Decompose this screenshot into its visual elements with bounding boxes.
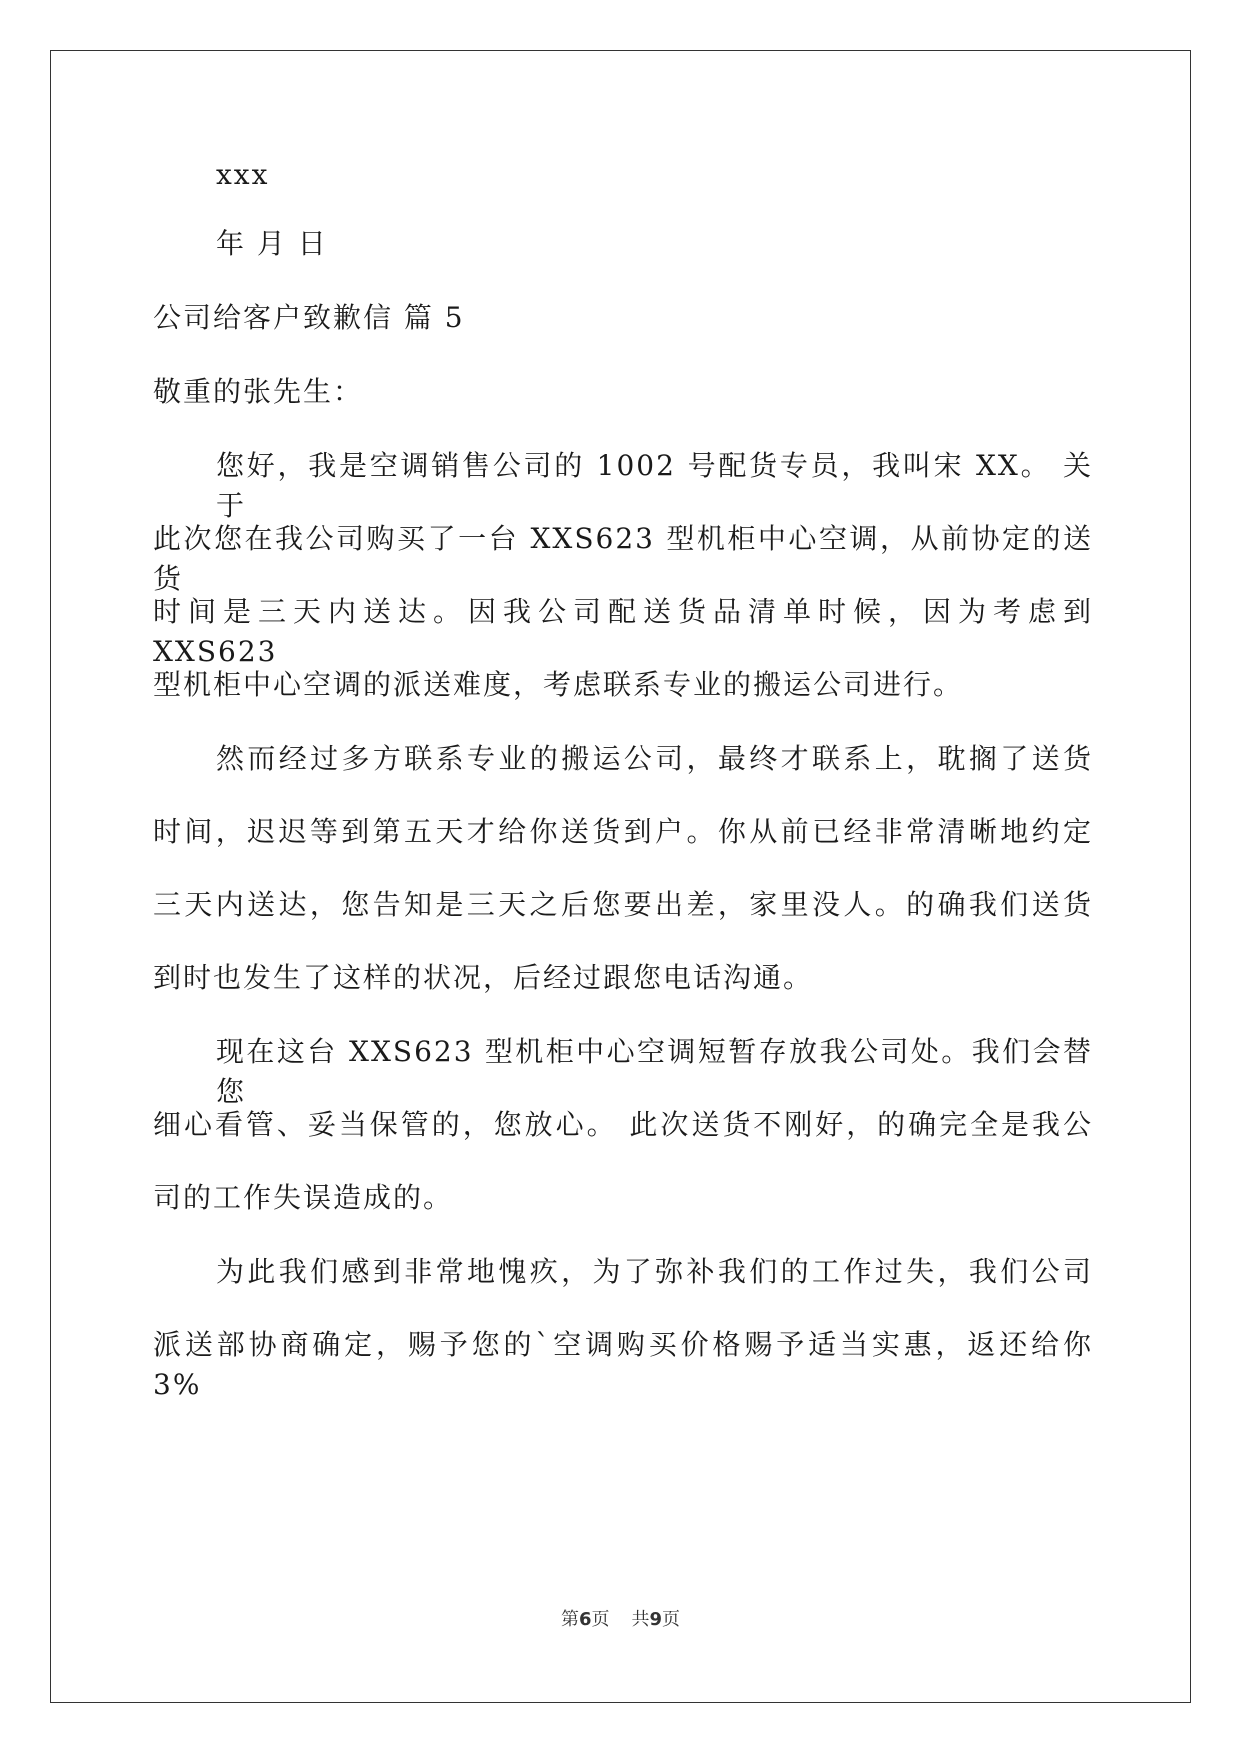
paragraph-2-line-4: 到时也发生了这样的状况，后经过跟您电话沟通。 [153,961,814,994]
paragraph-1-line-2: 此次您在我公司购买了一台 XXS623 型机柜中心空调，从前协定的送货 [153,522,1093,595]
paragraph-3-line-1: 现在这台 XXS623 型机柜中心空调短暂存放我公司处。我们会替您 [216,1035,1093,1108]
paragraph-1-line-4: 型机柜中心空调的派送难度，考虑联系专业的搬运公司进行。 [153,668,964,701]
paragraph-2-line-2: 时间，迟迟等到第五天才给你送货到户。你从前已经非常清晰地约定 [153,815,1093,848]
paragraph-2-line-1: 然而经过多方联系专业的搬运公司，最终才联系上，耽搁了送货 [216,742,1093,775]
total-suffix: 页 [662,1609,681,1630]
total-page-number: 9 [649,1609,663,1630]
paragraph-1-line-1: 您好，我是空调销售公司的 1002 号配货专员，我叫宋 XX。 关于 [216,449,1093,522]
paragraph-4-line-1: 为此我们感到非常地愧疚，为了弥补我们的工作过失，我们公司 [216,1255,1093,1288]
salutation: 敬重的张先生： [153,375,364,408]
paragraph-3-line-3: 司的工作失误造成的。 [153,1181,454,1214]
page-suffix: 页 [591,1609,610,1630]
paragraph-4-line-2: 派送部协商确定，赐予您的`空调购买价格赐予适当实惠，返还给你 3% [153,1328,1093,1401]
date-line: 年 月 日 [216,227,328,260]
paragraph-1-line-3: 时间是三天内送达。因我公司配送货品清单时候，因为考虑到 XXS623 [153,595,1093,668]
page-footer [0,1608,1241,1632]
paragraph-3-line-2: 细心看管、妥当保管的，您放心。 此次送货不刚好，的确完全是我公 [153,1108,1093,1141]
total-prefix: 共 [631,1609,650,1630]
page-prefix: 第 [560,1609,579,1630]
section-title: 公司给客户致歉信 篇 5 [153,301,465,334]
signature: xxx [216,158,270,191]
paragraph-2-line-3: 三天内送达，您告知是三天之后您要出差，家里没人。的确我们送货 [153,888,1093,921]
current-page-number: 6 [578,1609,592,1630]
